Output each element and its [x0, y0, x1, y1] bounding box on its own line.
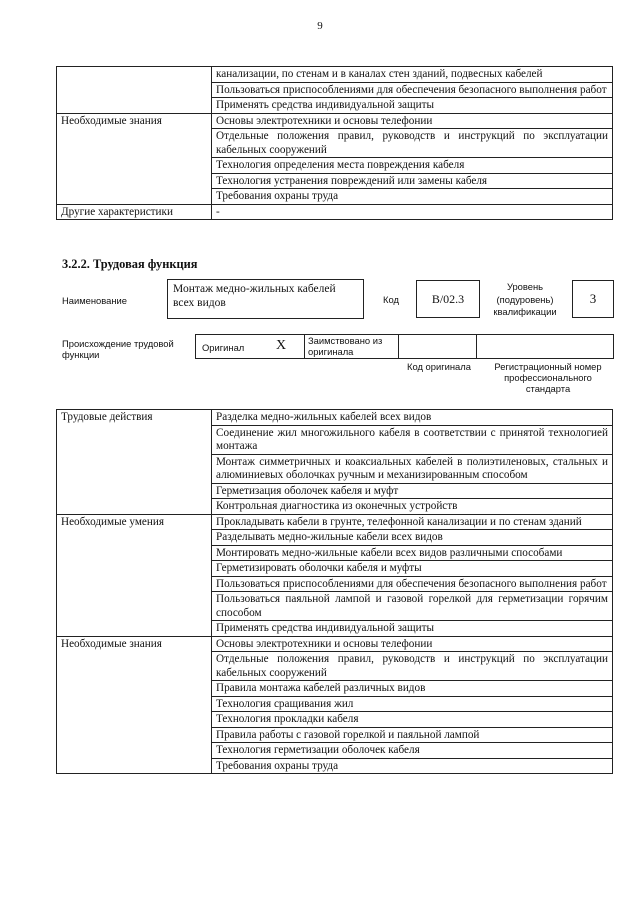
orig-code-label: Код оригинала: [407, 361, 471, 372]
function-name-box: [167, 279, 364, 319]
original-mark: X: [276, 338, 287, 353]
requirement-item: Разделка медно-жильных кабелей всех видов: [212, 410, 613, 426]
requirement-item: -: [212, 204, 613, 220]
function-name-value: Монтаж медно-жильных кабелей всех видов: [173, 283, 336, 309]
requirement-item: Герметизация оболочек кабеля и муфт: [212, 483, 613, 499]
requirement-item: Технология определения места повреждения кабеля: [212, 158, 613, 174]
requirement-item: Требования охраны труда: [212, 758, 613, 774]
requirement-item: Правила работы с газовой горелкой и паяльной лампой: [212, 727, 613, 743]
requirement-item: Соединение жил многожильного кабеля в соответствии с принятой технологией монтажа: [212, 425, 613, 454]
requirement-item: Технология герметизации оболочек кабеля: [212, 743, 613, 759]
level-label: Уровень (подуровень) квалификации: [493, 281, 557, 317]
labor-function-table: [56, 409, 613, 774]
requirement-item: Отдельные положения правил, руководств и инструкций по эксплуатации кабельных сооружений: [212, 129, 613, 158]
requirement-item: Технология прокладки кабеля: [212, 712, 613, 728]
requirement-item: Пользоваться приспособлениями для обеспечения безопасного выполнения работ: [212, 82, 613, 98]
requirement-item: Пользоваться приспособлениями для обеспечения безопасного выполнения работ: [212, 576, 613, 592]
name-label: Наименование: [62, 295, 127, 306]
requirement-item: Применять средства индивидуальной защиты: [212, 98, 613, 114]
row-group-label: Необходимые знания: [57, 113, 212, 204]
level-box: [572, 280, 614, 318]
row-group-label: Необходимые умения: [57, 514, 212, 636]
requirement-item: Технология устранения повреждений или замены кабеля: [212, 173, 613, 189]
row-group-label: [57, 67, 212, 114]
requirement-item: Монтировать медно-жильные кабели всех видов различными способами: [212, 545, 613, 561]
original-label: Оригинал: [202, 342, 245, 353]
requirement-item: Правила монтажа кабелей различных видов: [212, 681, 613, 697]
requirement-item: Прокладывать кабели в грунте, телефонной канализации и по стенам зданий: [212, 514, 613, 530]
row-group-label: Необходимые знания: [57, 636, 212, 774]
origin-label: Происхождение трудовой функции: [62, 338, 174, 360]
row-group-label: Трудовые действия: [57, 410, 212, 515]
requirement-item: Основы электротехники и основы телефонии: [212, 636, 613, 652]
requirement-item: Герметизировать оболочки кабеля и муфты: [212, 561, 613, 577]
reg-number-label: Регистрационный номер профессионального стандарта: [494, 361, 602, 394]
table-row: [57, 67, 613, 83]
requirement-item: Отдельные положения правил, руководств и инструкций по эксплуатации кабельных сооружений: [212, 652, 613, 681]
requirement-item: Разделывать медно-жильные кабели всех видов: [212, 530, 613, 546]
requirement-item: Монтаж симметричных и коаксиальных кабелей в полиэтиленовых, стальных и алюминиевых оболочках ручным и механизированным способом: [212, 454, 613, 483]
top-requirements-table: [56, 66, 613, 220]
requirement-item: Применять средства индивидуальной защиты: [212, 621, 613, 637]
requirement-item: Требования охраны труда: [212, 189, 613, 205]
table-row: [57, 636, 613, 652]
table-row: [57, 410, 613, 426]
function-code-value: B/02.3: [431, 292, 465, 306]
table-row: [57, 204, 613, 220]
page-number: 9: [317, 20, 323, 32]
table-row: [57, 514, 613, 530]
function-code-box: [416, 280, 480, 318]
level-value: 3: [589, 291, 597, 306]
requirement-item: канализации, по стенам и в каналах стен зданий, подвесных кабелей: [212, 67, 613, 83]
code-label: Код: [383, 294, 399, 305]
table-row: [57, 113, 613, 129]
section-title: 3.2.2. Трудовая функция: [62, 257, 198, 271]
requirement-item: Основы электротехники и основы телефонии: [212, 113, 613, 129]
borrowed-label: Заимствовано из оригинала: [308, 335, 383, 357]
requirement-item: Контрольная диагностика из оконечных устройств: [212, 499, 613, 515]
row-group-label: Другие характеристики: [57, 204, 212, 220]
origin-row: [195, 334, 614, 359]
requirement-item: Пользоваться паяльной лампой и газовой горелкой для герметизации горячим способом: [212, 592, 613, 621]
requirement-item: Технология сращивания жил: [212, 696, 613, 712]
